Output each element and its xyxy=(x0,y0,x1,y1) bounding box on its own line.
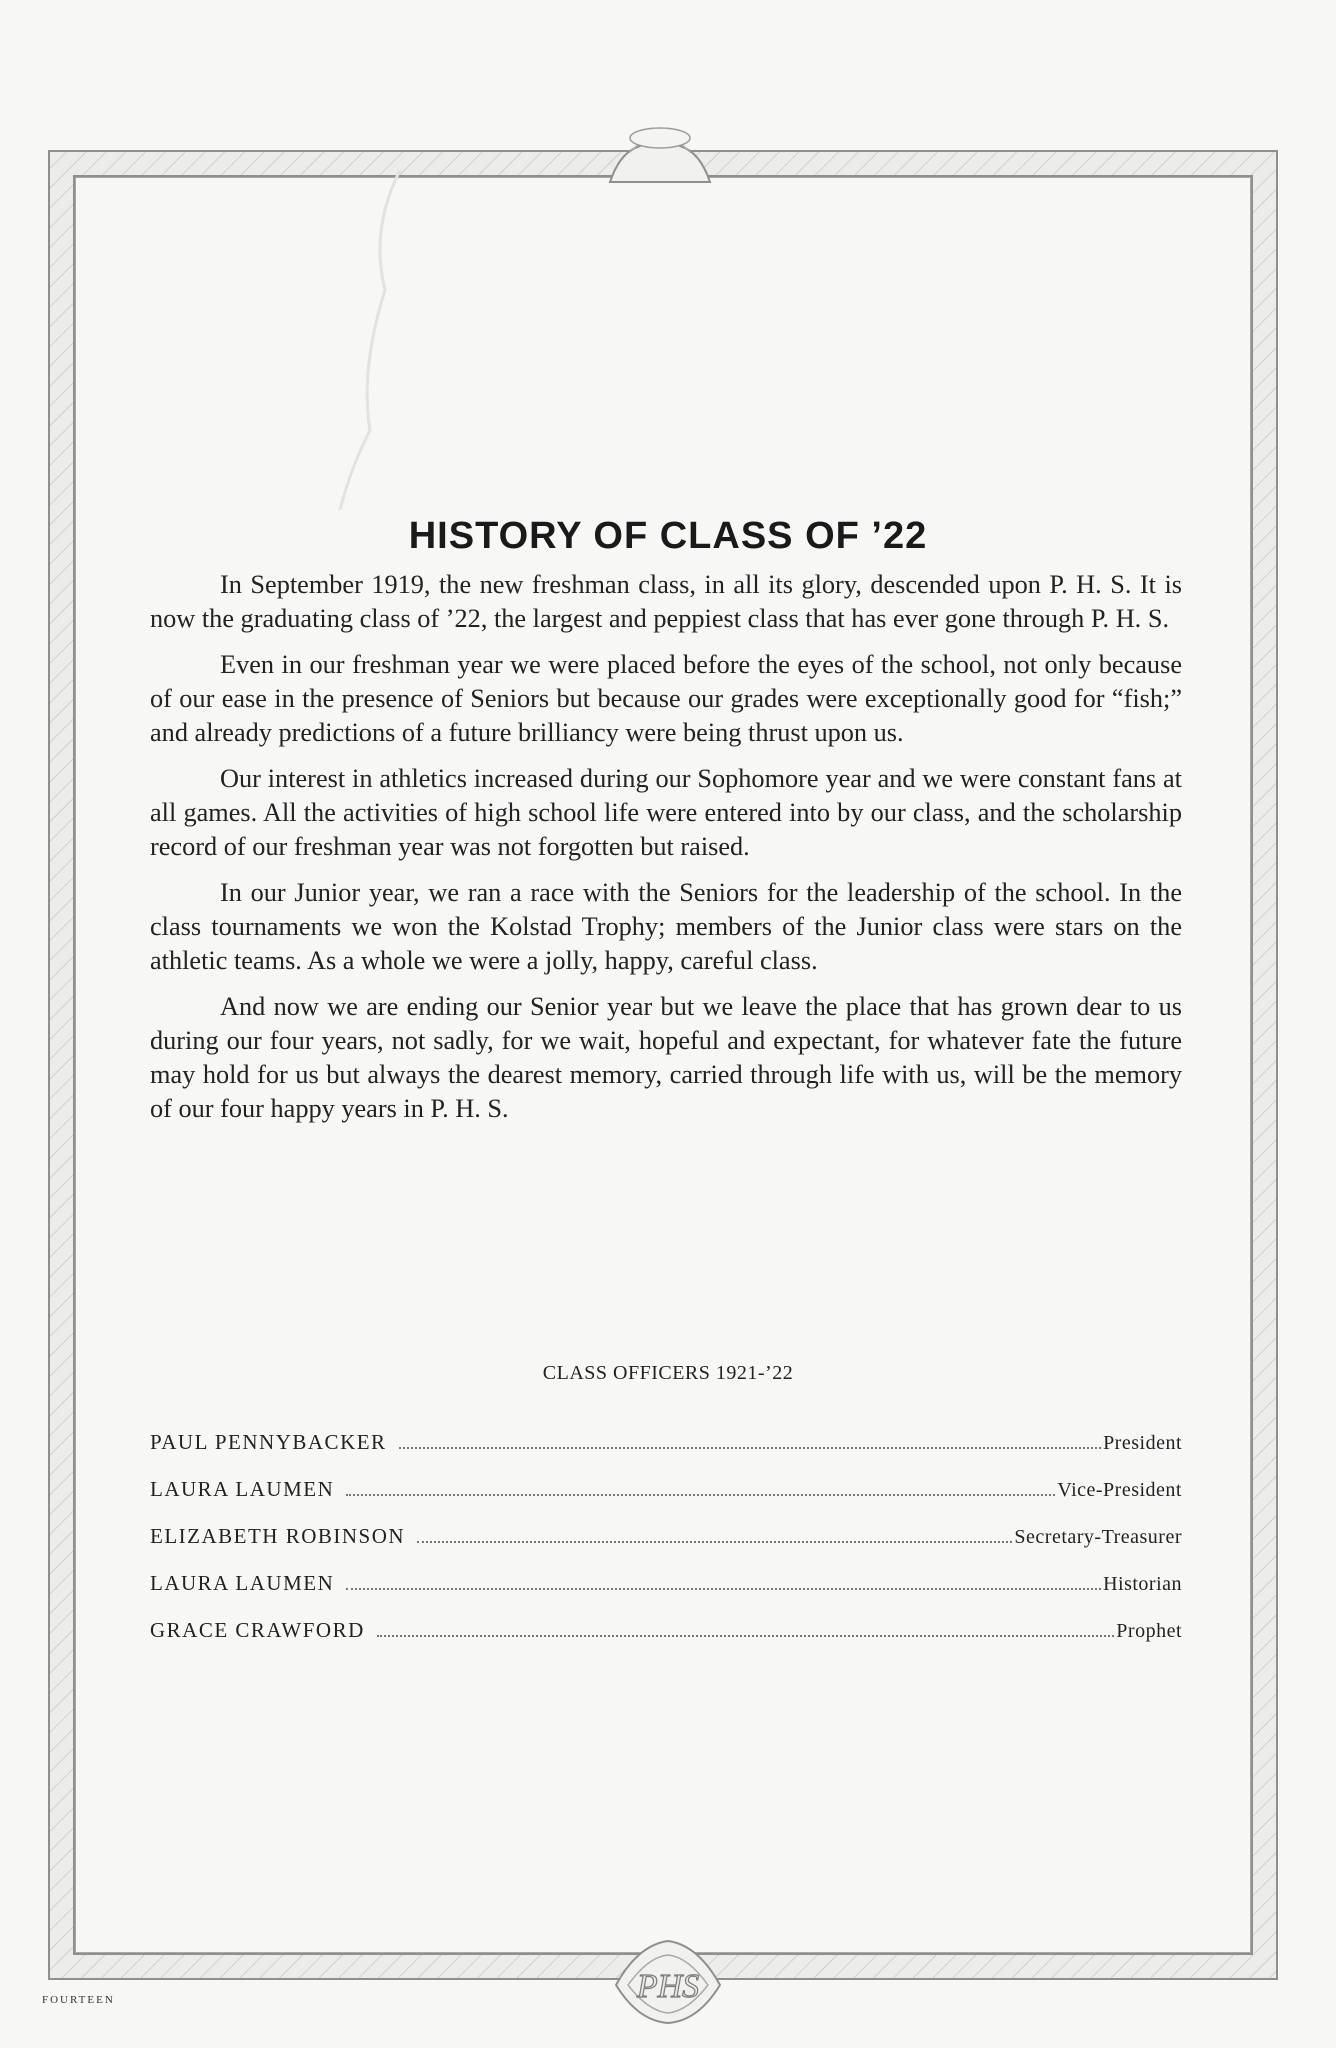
paragraph-5: And now we are ending our Senior year but we leave the place that has grown dear to us during our four years, not sadly, for we wait, hopeful and expectant, for whatever fate the future may hold for us but always the dearest memory, carried through life with us, will be the memory of our four happy years in P. H. S. xyxy=(150,992,1182,1123)
paragraph-1: In September 1919, the new freshman class, in all its glory, descended upon P. H. S. It is now the graduating class of ’22, the largest and peppiest class that has ever gone through P. H. S. xyxy=(150,570,1182,633)
paper-crease xyxy=(330,170,410,510)
officers-heading: CLASS OFFICERS 1921-’22 xyxy=(542,1362,794,1384)
dot-leader xyxy=(377,1635,1115,1637)
officer-name: GRACE CRAWFORD xyxy=(150,1618,365,1642)
dot-leader xyxy=(346,1494,1055,1496)
officer-name: ELIZABETH ROBINSON xyxy=(150,1524,406,1548)
officer-role: Secretary-Treasurer xyxy=(1014,1526,1182,1548)
officer-role: Prophet xyxy=(1116,1620,1182,1642)
officer-role: Historian xyxy=(1103,1573,1182,1595)
top-ornament-icon xyxy=(600,112,720,192)
paragraph-2: Even in our freshman year we were placed before the eyes of the school, not only because of our ease in the presence of Seniors but because our grades were exceptionally good for “fish;” and already predictions of a future brilliancy were being thrust upon us. xyxy=(150,650,1182,747)
officer-row xyxy=(150,1430,1182,1477)
officer-name: LAURA LAUMEN xyxy=(150,1477,335,1501)
pls-monogram-ornament-icon xyxy=(608,1935,728,2025)
officer-name: PAUL PENNYBACKER xyxy=(150,1430,387,1454)
officer-row xyxy=(150,1571,1182,1618)
history-body xyxy=(150,568,1182,1138)
page-title: HISTORY OF CLASS OF ’22 xyxy=(408,515,928,558)
officer-role: President xyxy=(1103,1432,1182,1454)
officer-row xyxy=(150,1524,1182,1571)
officers-list xyxy=(150,1430,1182,1665)
officer-row xyxy=(150,1618,1182,1665)
page-number: FOURTEEN xyxy=(42,1994,115,2006)
paragraph-4: In our Junior year, we ran a race with the Seniors for the leadership of the school. In the class tournaments we won the Kolstad Trophy; members of the Junior class were stars on the athletic teams. As a whole we were a jolly, happy, careful class. xyxy=(150,878,1182,975)
ornament-monogram: PHS xyxy=(636,1968,700,2005)
paragraph-3: Our interest in athletics increased during our Sophomore year and we were constant fans at all games. All the activities of high school life were entered into by our class, and the scholarship record of our freshman year was not forgotten but raised. xyxy=(150,764,1182,861)
officer-row xyxy=(150,1477,1182,1524)
dot-leader xyxy=(399,1447,1101,1449)
officer-role: Vice-President xyxy=(1057,1479,1182,1501)
officer-name: LAURA LAUMEN xyxy=(150,1571,335,1595)
dot-leader xyxy=(417,1541,1012,1543)
dot-leader xyxy=(346,1588,1101,1590)
